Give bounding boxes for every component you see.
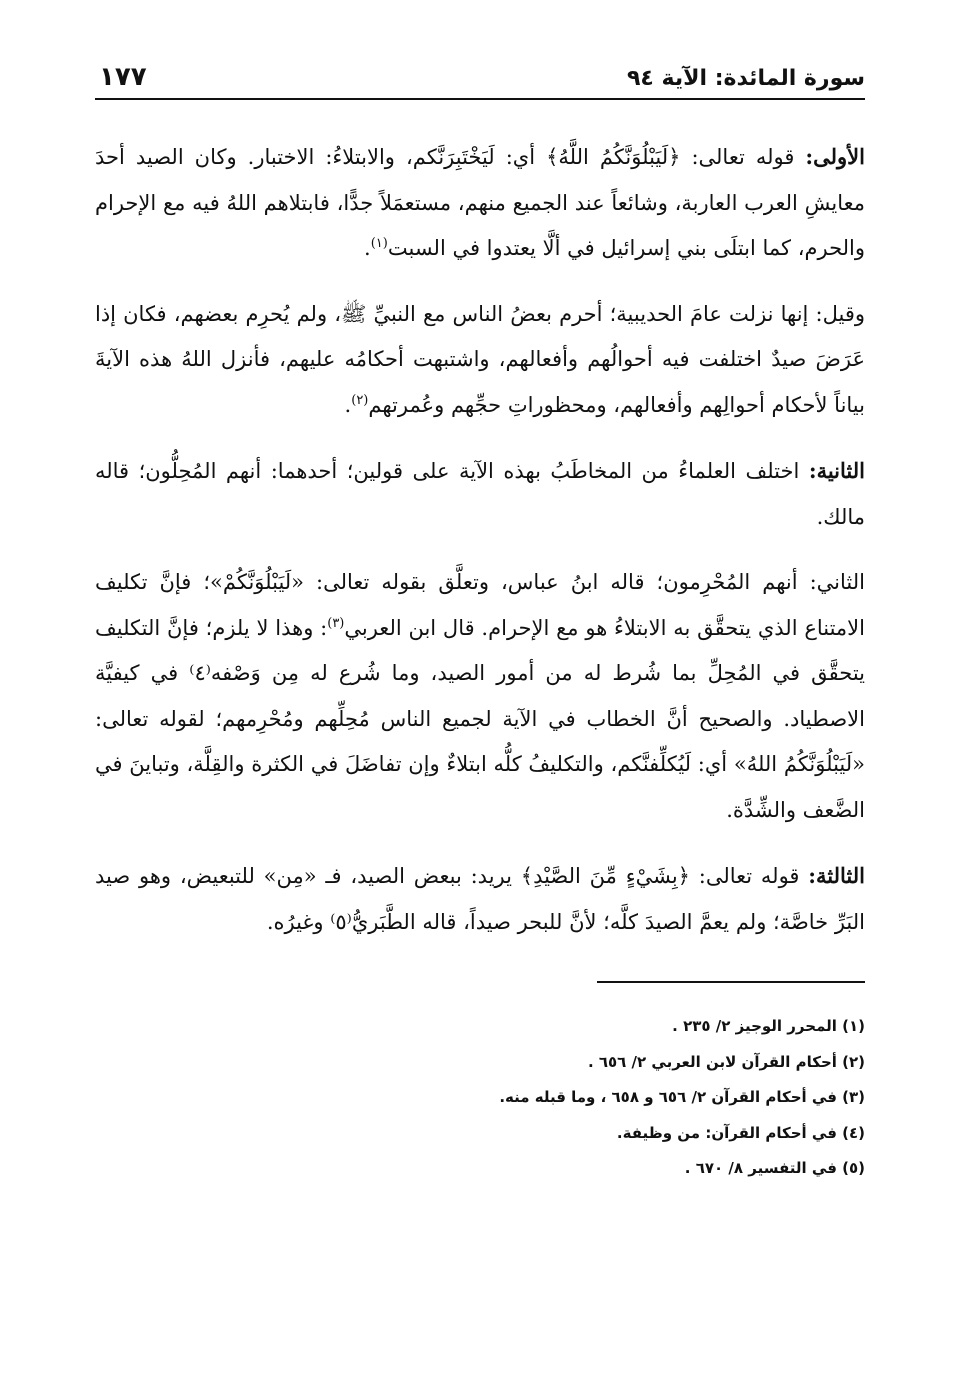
footnote-item: (٢) أحكام القرآن لابن العربي ٢/ ٦٥٦ . <box>587 1052 865 1071</box>
footnotes <box>95 1009 865 1187</box>
main-text <box>95 134 865 945</box>
paragraph-text: اختلف العلماءُ من المخاطَبُ بهذه الآية على قولين؛ أحدهما: أنهم المُحِلُّون؛ قاله مالك. <box>95 459 865 529</box>
section-lead: الأولى: <box>805 144 865 169</box>
paragraph-end: : وهذا لا يلزم؛ فإنَّ التكليف يتحقَّق في المُحِلِّ بما شُرط له من أمور الصيد، وما شُرع له مِن وَصْفه⁽٤⁾ في كيفيَّة الاصطياد. والصحيح أنَّ الخطاب في الآية لجميع الناس مُحِلِّهم ومُحْرِمهم؛ لقوله تعالى: «لَيَبْلُوَنَّكُمُ اللهُ» أي: لَيُكلِّفنَّكم، والتكليفُ كلُّه ابتلاءٌ وإن تفاضَلَ في الكثرة والقِلَّة، وتباينَ في الضَّعف والشِّدَّة. <box>95 615 866 822</box>
paragraph-end: . <box>364 236 371 260</box>
paragraph-fourth <box>95 560 865 833</box>
footnote-ref: (٢) <box>351 392 369 408</box>
footnote-ref: (١) <box>370 236 388 251</box>
page-header <box>95 60 865 100</box>
page-number: ١٧٧ <box>99 62 147 92</box>
footnote-item: (١) المحرر الوجيز ٢/ ٢٣٥ . <box>672 1017 865 1035</box>
paragraph-end: . <box>344 392 352 417</box>
footnote-item: (٥) في التفسير ٨/ ٦٧٠ . <box>684 1159 865 1178</box>
paragraph-text: الثاني: أنهم المُحْرِمون؛ قاله ابنُ عباس، وتعلَّق بقوله تعالى: «لَيَبْلُوَنَّكُمْ»؛ فإنَّ تكليف الامتناع الذي يتحقَّق به الابتلاءُ هو مع الإحرام. قال ابن العربي <box>95 570 865 640</box>
surah-title: سورة المائدة: الآية ٩٤ <box>626 66 865 91</box>
paragraph-text: قوله تعالى: ﴿لَيَبْلُوَنَّكُمُ اللَّهُ﴾ أي: لَيَخْتَبِرَنَّكم، والابتلاءُ: الاختبار. وكان الصيد أحدَ معايشِ العرب العاربة، وشائعاً عند الجميع منهم، مستعمَلاً جدًّا، فابتلاهم اللهُ فيه مع الإحرام والحرم، كما ابتلَى بني إسرائيل في ألَّا يعتدوا في السبت <box>95 145 865 260</box>
section-lead: الثانية: <box>808 458 865 483</box>
footnote-item: (٣) في أحكام القرآن ٢/ ٦٥٦ و ٦٥٨ ، وما قبله منه. <box>499 1088 865 1107</box>
footnote-ref: (٣) <box>327 615 345 631</box>
paragraph-second <box>95 292 865 429</box>
paragraph-fifth <box>95 853 865 945</box>
paragraph-third <box>95 448 865 540</box>
footnote-item: (٤) في أحكام القرآن: من وظيفة. <box>616 1123 865 1142</box>
footnote-divider <box>597 981 865 983</box>
book-page <box>95 60 865 1360</box>
paragraph-text: قوله تعالى: ﴿بِشَيْءٍ مِّنَ الصَّيْدِ﴾ يريد: ببعض الصيد، فـ «مِن» للتبعيض، وهو صيد البَرِّ خاصَّة؛ ولم يعمَّ الصيدَ كلَّه؛ لأنَّ للبحر صيداً، قاله الطَّبَريُّ⁽٥⁾ وغيرُه. <box>95 864 865 934</box>
paragraph-first <box>95 134 865 272</box>
paragraph-text: وقيل: إنها نزلت عامَ الحديبية؛ أحرم بعضُ الناس مع النبيِّ ﷺ، ولم يُحرِم بعضهم، فكان إذا عَرَضَ صيدٌ اختلفت فيه أحوالُهم وأفعالهم، واشتبهت أحكامُه عليهم، فأنزل اللهُ هذه الآيةَ بياناً لأحكام أحوالِهم وأفعالهم، ومحظوراتِ حجِّهم وعُمرتهم <box>95 301 865 417</box>
section-lead: الثالثة: <box>808 863 865 888</box>
